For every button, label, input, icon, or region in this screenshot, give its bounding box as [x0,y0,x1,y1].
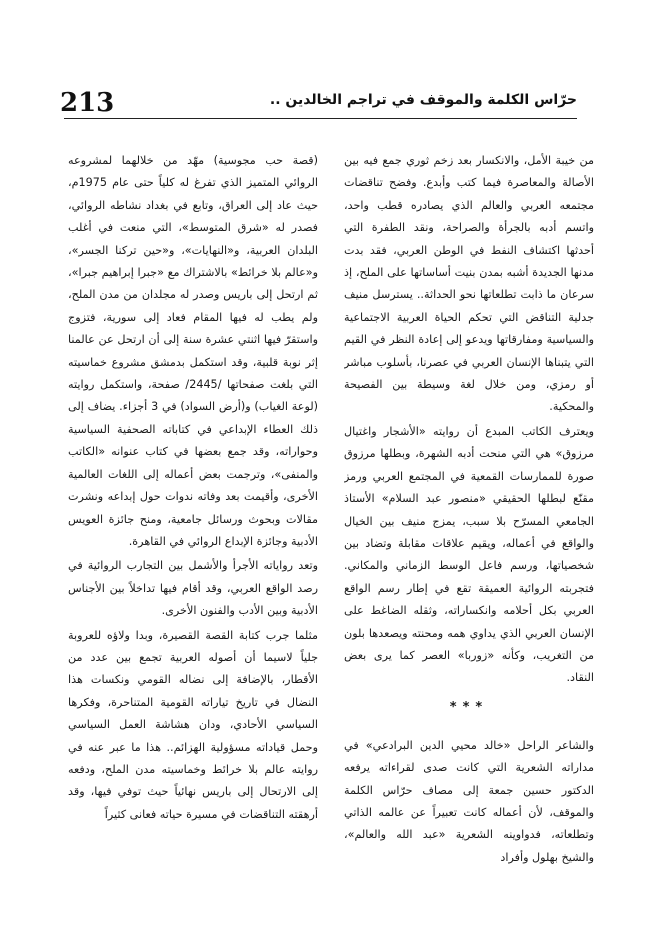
paragraph: مثلما جرب كتابة القصة القصيرة، وبدا ولاؤه للعروبة جلياً لاسيما أن أصوله العربية تجمع بين عدد من الأقطار، بالإضافة إلى نضاله القومي ونكسات هذا النضال في تاريخ تياراته القومية المتناحرة، وفكرها السياسي الأحادي، ودان هشاشة العمل السياسي وحمل قياداته مسؤولية الهزائم.. هذا ما عبر عنه في روايته عالم بلا خرائط وخماسيته مدن الملح، ودفعه إلى الارتحال إلى باريس نهائياً حيث توفي فيها، وقد أرهقته التناقضات في مسيرة حياته فعانى كثيراً [68,628,318,821]
header-rule [64,118,577,119]
running-title: حرّاس الكلمة والموقف في تراجم الخالدين .. [269,92,577,108]
page-number: 213 [60,88,115,118]
text-columns [68,150,594,885]
paragraph: (قصة حب مجوسية) مهّد من خلالهما لمشروعه الروائي المتميز الذي تفرغ له كلياً حتى عام 1975م، حيث عاد إلى العراق، وتابع في بغداد نشاطه الروائي، فصدر له «شرق المتوسط»، التي منعت في أغلب البلدان العربية، و«النهايات»، و«حين تركنا الجسر»، و«عالم بلا خرائط» بالاشتراك مع «جبرا إبراهيم جبرا»، ثم ارتحل إلى باريس وصدر له مجلدان من مدن الملح، ولم يطب له فيها المقام فعاد إلى سورية، فتزوج واستقرّ فيها اثنتي عشرة سنة إلى أن ارتحل عن عالمنا إثر نوبة قلبية، وقد استكمل بدمشق مشروع خماسيته التي بلغت صفحاتها /2445/ صفحة، واستكمل روايته (لوعة الغياب) و(أرض السواد) في 3 أجزاء. يضاف إلى ذلك العطاء الإبداعي في كتاباته الصحفية السياسية وحواراته، وقد جمع بعضها في كتاب عنوانه «الكاتب والمنفى»، وترجمت بعض أعماله إلى اللغات العالمية الأخرى، وأقيمت بعد وفاته ندوات حول إبداعه ونشرت مقالات وبحوث ورسائل جامعية، ومنح جائزة العويس الأدبية وجائزة الإبداع الروائي في القاهرة. [68,154,318,548]
right-column [68,150,318,885]
paragraph: والشاعر الراحل «خالد محيي الدين البرادعي» في مداراته الشعرية التي كانت صدى لقراءاته يرفعه الدكتور حسين جمعة إلى مصاف حرّاس الكلمة والموقف، لأن أعماله كانت تعبيراً عن عالمه الذاتي وتطلعاته، فدواوينه الشعرية «عبد الله والعالم»، والشيخ بهلول وأفراد [344,738,594,864]
left-column [344,150,594,885]
section-divider: *** [449,699,489,715]
paragraph: من خيبة الأمل، والانكسار بعد زخم ثوري جمع فيه بين الأصالة والمعاصرة فيما كتب وأبدع. وفضح تناقضات مجتمعه العربي والعالم الذي يصادره قطب واحد، واتسم أدبه بالجرأة والصراحة، ونقد الطفرة التي أحدثها اكتشاف النفط في الوطن العربي، فقد بدت مدنها الجديدة أشبه بمدن بنيت أساساتها على الملح، إذ سرعان ما ذابت تطلعاتها نحو الحداثة.. يسترسل منيف جدلية التناقض التي تحكم الحياة العربية الاجتماعية والسياسية ومفارقاتها ويدعو إلى إعادة النظر في القيم التي يتبناها الإنسان العربي في عصرنا، بأسلوب مباشر أو رمزي، ومن خلال لغة وسيطة بين الفصيحة والمحكية. [344,154,594,414]
paragraph: ويعترف الكاتب المبدع أن روايته «الأشجار واغتيال مرزوق» هي التي منحت أدبه الشهرة، وبطلها مرزوق صورة للممارسات القمعية في المجتمع العربي ورمز مقنّع لبطلها الحقيقي «منصور عبد السلام» الأستاذ الجامعي المسرّح بلا سبب، يمزج منيف بين الخيال والواقع في أعماله، ويقيم علاقات مقابلة وتضاد بين شخصياتها، ورسم فاعل الوسط الزماني والمكاني. فتجربته الروائية العميقة تقع في إطار رسم الواقع العربي بكل أحلامه وانكساراته، وثقله الضاغط على الإنسان العربي الذي يداوي همه ومحنته ويصعدها بلون من التغريب، وكأنه «زوربا» العصر كما يرى بعض النقاد. [344,424,594,685]
paragraph: وتعد رواياته الأجرأ والأشمل بين التجارب الروائية في رصد الواقع العربي، وقد أقام فيها تداخلاً بين الأجناس الأدبية وبين الأدب والفنون الأخرى. [68,559,318,618]
page-header [0,0,661,130]
